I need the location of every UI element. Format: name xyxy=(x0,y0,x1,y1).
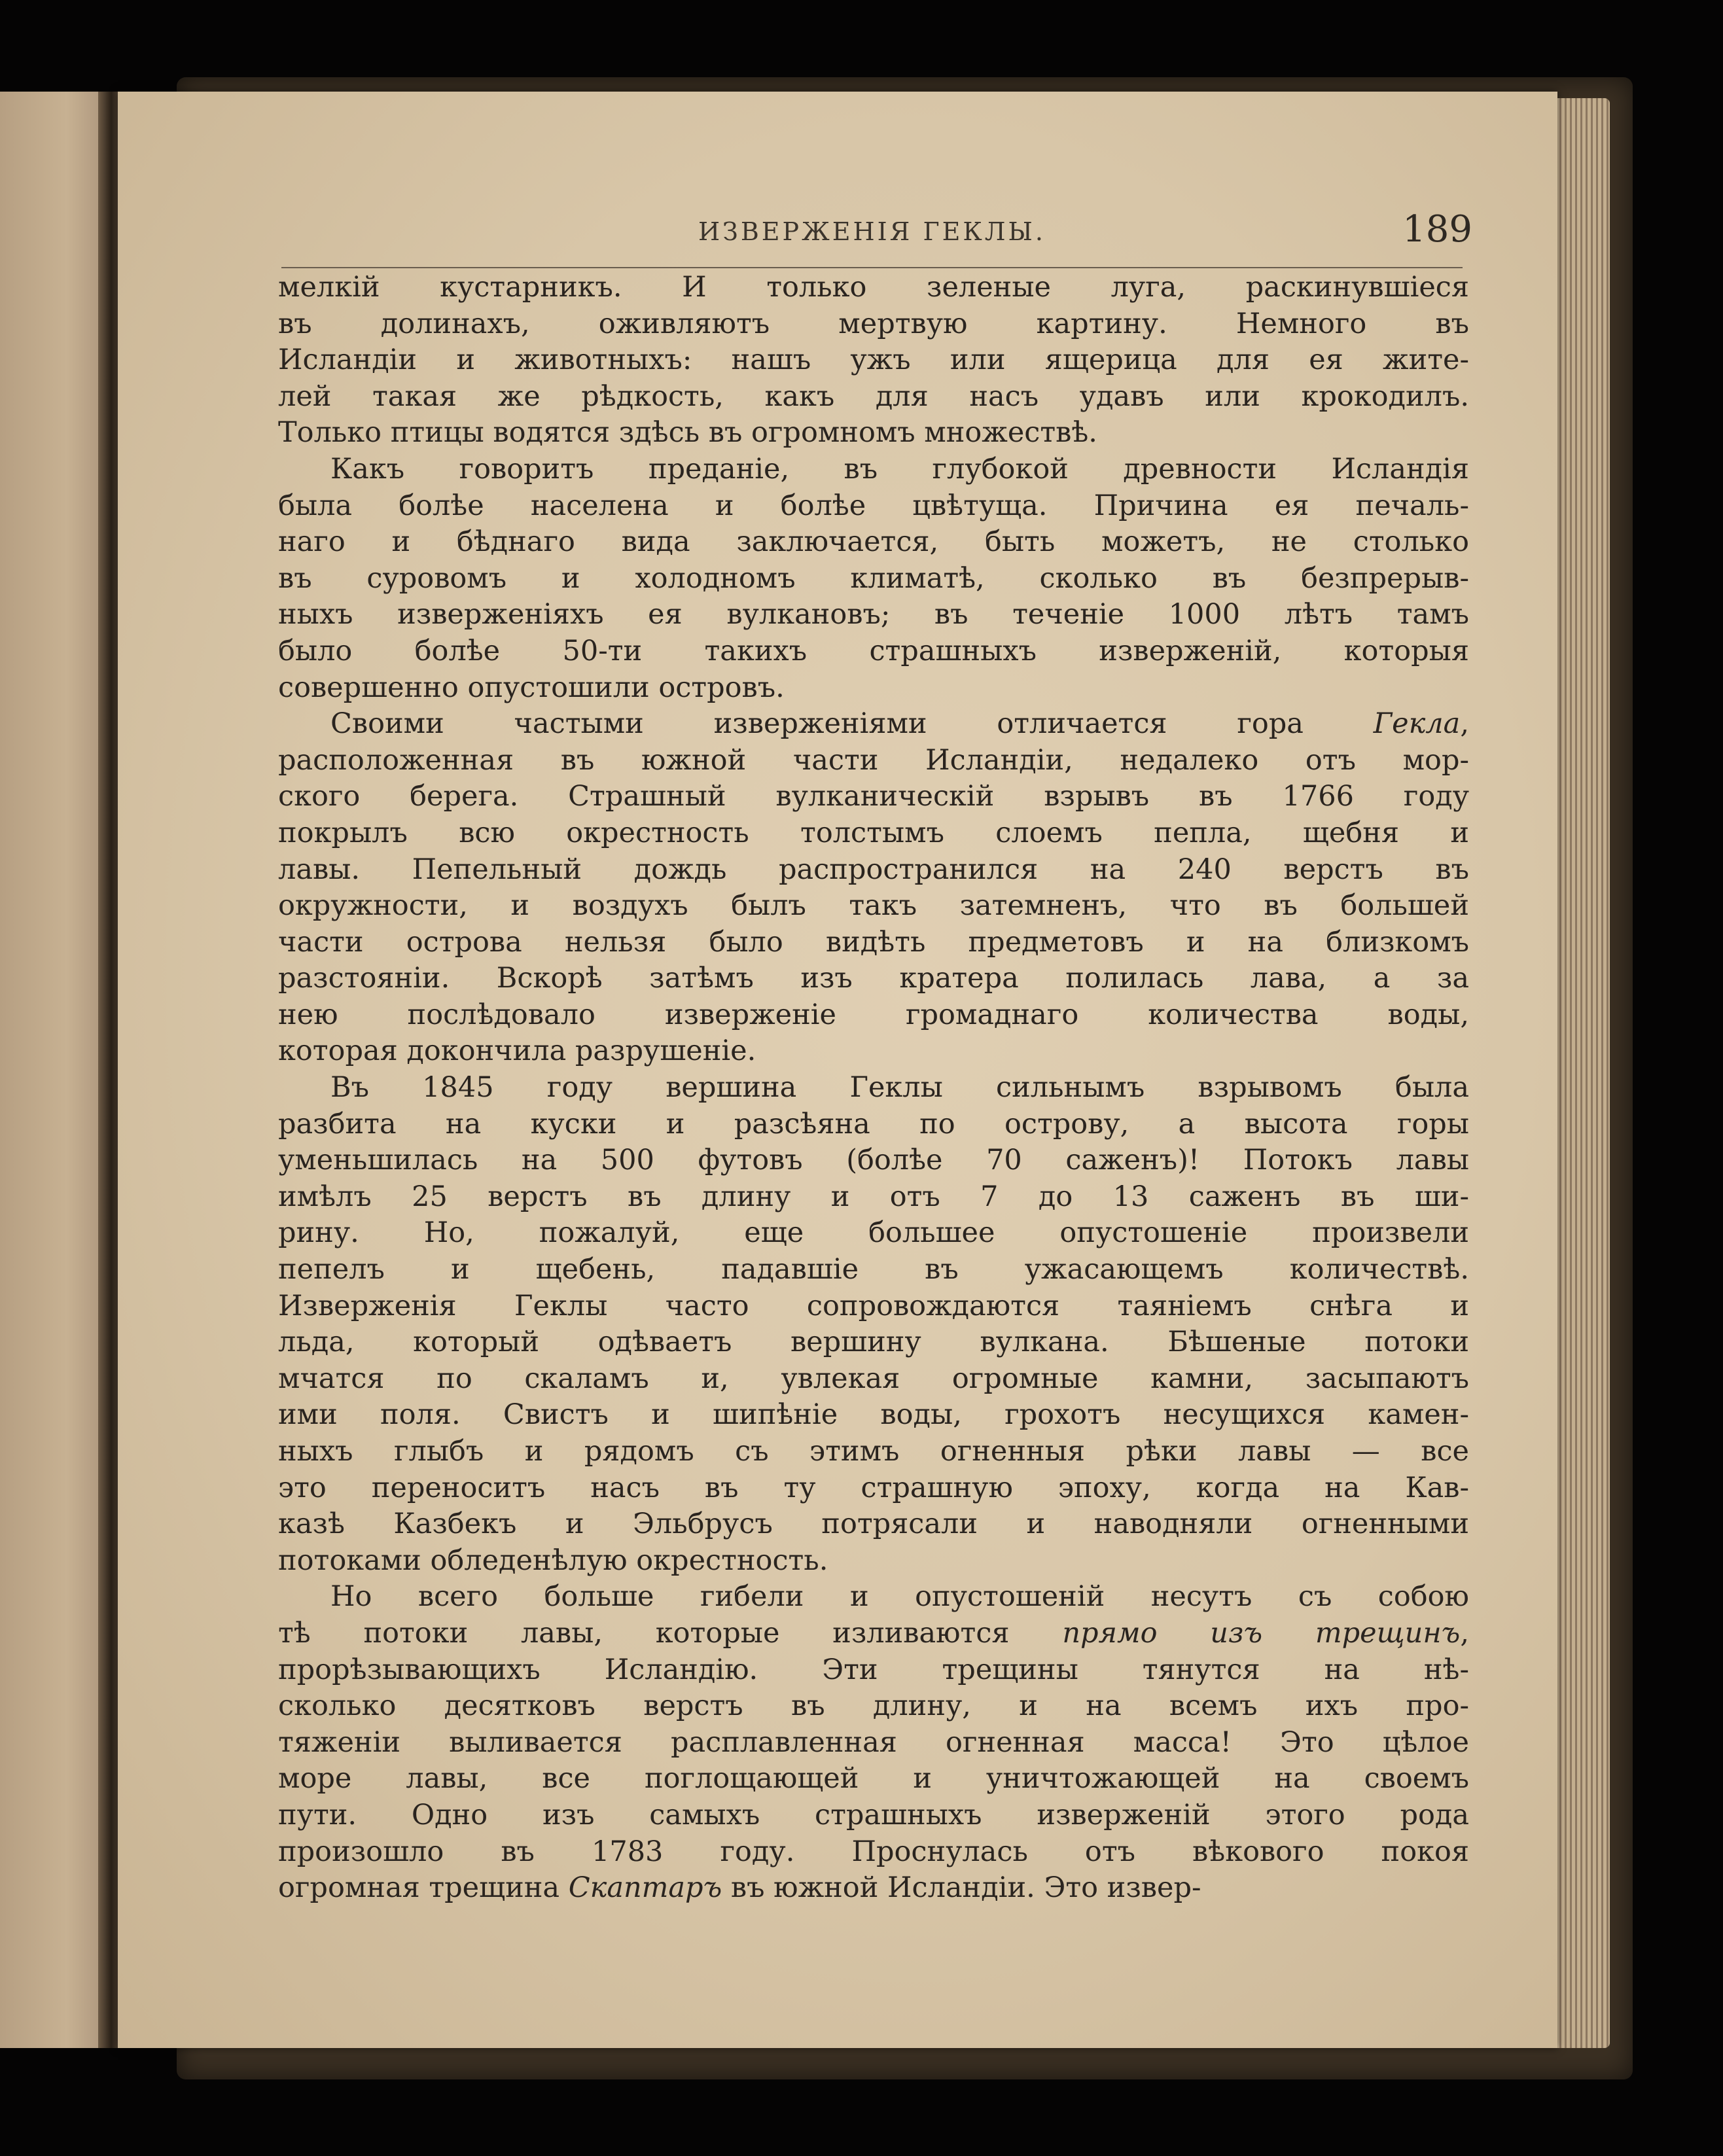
text-line: лей такая же рѣдкость, какъ для насъ удавъ или крокодилъ. xyxy=(278,380,1469,413)
text-line: разстояніи. Вскорѣ затѣмъ изъ кратера полилась лава, а за xyxy=(278,962,1469,995)
italic-term: Скаптаръ xyxy=(568,1871,722,1905)
left-page-edge xyxy=(0,92,111,2048)
text-line: сколько десятковъ верстъ въ длину, и на всемъ ихъ про- xyxy=(278,1689,1469,1723)
text-line: Изверженія Геклы часто сопровождаются таяніемъ снѣга и xyxy=(278,1289,1469,1322)
text-line: лавы. Пепельный дождь распространился на 240 верстъ въ xyxy=(278,853,1469,886)
text-line: ского берега. Страшный вулканическій взрывъ въ 1766 году xyxy=(278,780,1469,813)
text-line: тѣ потоки лавы, которые изливаются прямо изъ трещинъ, xyxy=(278,1616,1469,1650)
italic-term: прямо изъ трещинъ xyxy=(1062,1616,1461,1650)
paragraph xyxy=(278,270,1469,451)
header-rule xyxy=(281,267,1463,268)
text-line: совершенно опустошили островъ. xyxy=(278,671,785,704)
page-stack-edges xyxy=(1551,98,1610,2048)
italic-term: Гекла xyxy=(1373,707,1461,741)
text-line: имѣлъ 25 верстъ въ длину и отъ 7 до 13 саженъ въ ши- xyxy=(278,1180,1469,1213)
text-line: Но всего больше гибели и опустошеній несутъ съ собою xyxy=(330,1580,1469,1614)
text-line: мелкій кустарникъ. И только зеленые луга, раскинувшіеся xyxy=(278,271,1469,304)
text-line: нею послѣдовало изверженіе громаднаго количества воды, xyxy=(278,998,1469,1031)
text-line: Въ 1845 году вершина Геклы сильнымъ взрывомъ была xyxy=(330,1071,1469,1105)
text-line: уменьшилась на 500 футовъ (болѣе 70 саженъ)! Потокъ лавы xyxy=(278,1144,1469,1177)
running-title: ИЗВЕРЖЕНІЯ ГЕКЛЫ. xyxy=(698,217,1046,246)
text-line: рину. Но, пожалуй, еще большее опустошеніе произвели xyxy=(278,1216,1469,1250)
text-line: пути. Одно изъ самыхъ страшныхъ изверженій этого рода xyxy=(278,1798,1469,1831)
text-line: казѣ Казбекъ и Эльбрусъ потрясали и наводняли огненными xyxy=(278,1508,1469,1541)
text-line: льда, который одѣваетъ вершину вулкана. Бѣшеные потоки xyxy=(278,1326,1469,1359)
text-line: ими поля. Свистъ и шипѣніе воды, грохотъ несущихся камен- xyxy=(278,1398,1469,1432)
paragraph xyxy=(278,1579,1469,1906)
text-line: пепелъ и щебень, падавшіе въ ужасающемъ количествѣ. xyxy=(278,1253,1469,1286)
text-line: прорѣзывающихъ Исландію. Эти трещины тянутся на нѣ- xyxy=(278,1653,1469,1686)
book-page xyxy=(118,92,1557,2048)
text-line: Исландіи и животныхъ: нашъ ужъ или ящерица для ея жите- xyxy=(278,344,1469,377)
text-line: въ долинахъ, оживляютъ мертвую картину. Немного въ xyxy=(278,307,1469,340)
page-header xyxy=(281,203,1472,262)
text-line: Какъ говоритъ преданіе, въ глубокой древности Исландія xyxy=(330,452,1469,486)
text-line: море лавы, все поглощающей и уничтожающей на своемъ xyxy=(278,1762,1469,1795)
page-number: 189 xyxy=(1402,208,1472,251)
text-line: которая докончила разрушеніе. xyxy=(278,1034,756,1068)
text-line: произошло въ 1783 году. Проснулась отъ вѣкового покоя xyxy=(278,1835,1469,1868)
text-line: ныхъ глыбъ и рядомъ съ этимъ огненныя рѣки лавы — все xyxy=(278,1435,1469,1468)
text-line: мчатся по скаламъ и, увлекая огромные камни, засыпаютъ xyxy=(278,1362,1469,1395)
text-line: Только птицы водятся здѣсь въ огромномъ множествѣ. xyxy=(278,416,1097,450)
text-line: Своими частыми изверженіями отличается гора Гекла, xyxy=(330,707,1469,741)
text-line: огромная трещина Скаптаръ въ южной Исландіи. Это извер- xyxy=(278,1871,1201,1905)
text-line: наго и бѣднаго вида заключается, быть можетъ, не столько xyxy=(278,525,1469,559)
text-line: въ суровомъ и холодномъ климатѣ, сколько въ безпрерыв- xyxy=(278,561,1469,595)
text-line: расположенная въ южной части Исландіи, недалеко отъ мор- xyxy=(278,743,1469,777)
text-line: потоками обледенѣлую окрестность. xyxy=(278,1544,828,1577)
text-line: тяженіи выливается расплавленная огненная масса! Это цѣлое xyxy=(278,1725,1469,1759)
text-line: ныхъ изверженіяхъ ея вулкановъ; въ теченіе 1000 лѣтъ тамъ xyxy=(278,598,1469,631)
text-line: части острова нельзя было видѣть предметовъ и на близкомъ xyxy=(278,925,1469,959)
paragraph xyxy=(278,1070,1469,1579)
text-line: окружности, и воздухъ былъ такъ затемненъ, что въ большей xyxy=(278,889,1469,923)
text-line: было болѣе 50-ти такихъ страшныхъ изверженій, которыя xyxy=(278,634,1469,667)
text-line: была болѣе населена и болѣе цвѣтуща. Причина ея печаль- xyxy=(278,489,1469,522)
paragraph xyxy=(278,451,1469,706)
body-text xyxy=(278,270,1469,1907)
text-line: покрылъ всю окрестность толстымъ слоемъ пепла, щебня и xyxy=(278,816,1469,849)
text-line: это переноситъ насъ въ ту страшную эпоху, когда на Кав- xyxy=(278,1471,1469,1504)
text-line: разбита на куски и разсѣяна по острову, а высота горы xyxy=(278,1107,1469,1140)
paragraph xyxy=(278,706,1469,1070)
